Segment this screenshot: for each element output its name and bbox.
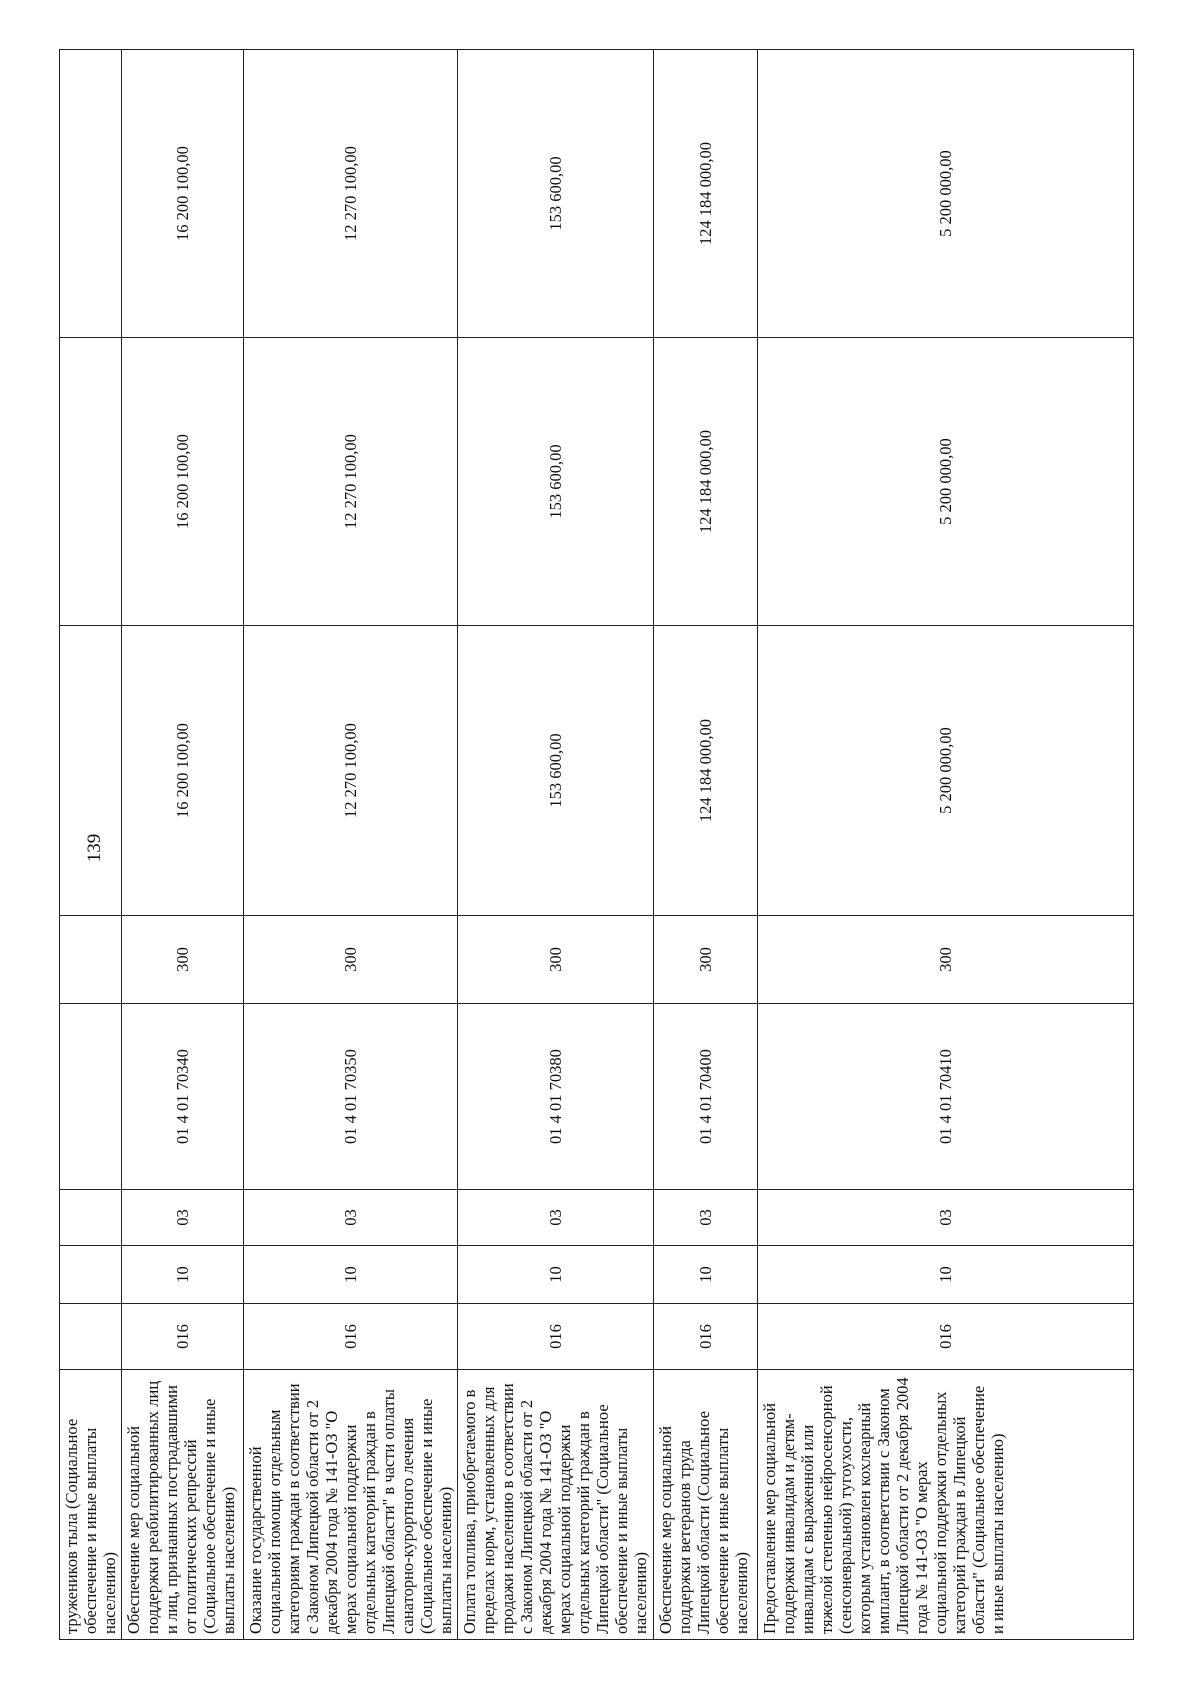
cell-expense-type: 300 <box>244 916 458 1004</box>
cell-section <box>60 1246 122 1304</box>
cell-sum-2: 153 600,00 <box>458 338 654 626</box>
cell-expense-type <box>60 916 122 1004</box>
cell-sum-2 <box>60 338 122 626</box>
cell-target-article: 01 4 01 70410 <box>758 1004 1134 1190</box>
row-name: Обеспечение мер социальной поддержки реабилитированных лиц и лиц, признанных пострадавшими от политических репрессий (Социальное обеспечение и иные выплаты населению) <box>122 1370 244 1640</box>
row-name: тружеников тыла (Социальное обеспечение и иные выплаты населению) <box>60 1370 122 1640</box>
table-row <box>244 50 458 1640</box>
cell-sum-2: 16 200 100,00 <box>122 338 244 626</box>
cell-ministry: 016 <box>244 1304 458 1370</box>
cell-sum-1 <box>60 626 122 916</box>
cell-section: 10 <box>244 1246 458 1304</box>
cell-sum-3: 153 600,00 <box>458 50 654 338</box>
cell-ministry <box>60 1304 122 1370</box>
cell-expense-type: 300 <box>654 916 758 1004</box>
cell-target-article: 01 4 01 70350 <box>244 1004 458 1190</box>
table-row <box>758 50 1134 1640</box>
table-row <box>122 50 244 1640</box>
cell-ministry: 016 <box>758 1304 1134 1370</box>
cell-sum-3: 124 184 000,00 <box>654 50 758 338</box>
cell-subsection: 03 <box>122 1190 244 1246</box>
cell-subsection <box>60 1190 122 1246</box>
cell-target-article: 01 4 01 70400 <box>654 1004 758 1190</box>
cell-expense-type: 300 <box>122 916 244 1004</box>
cell-subsection: 03 <box>458 1190 654 1246</box>
cell-ministry: 016 <box>122 1304 244 1370</box>
row-name: Оплата топлива, приобретаемого в пределах норм, установленных для продажи населению в соответствии с Законом Липецкой области от 2 декабря 2004 года № 141-ОЗ "О мерах социальной поддержки отдельных категорий граждан в Липецкой области" (Социальное обеспечение и иные выплаты населению) <box>458 1370 654 1640</box>
cell-sum-3: 12 270 100,00 <box>244 50 458 338</box>
cell-sum-2: 12 270 100,00 <box>244 338 458 626</box>
cell-section: 10 <box>458 1246 654 1304</box>
cell-subsection: 03 <box>654 1190 758 1246</box>
cell-sum-1: 153 600,00 <box>458 626 654 916</box>
cell-section: 10 <box>758 1246 1134 1304</box>
cell-sum-2: 5 200 000,00 <box>758 338 1134 626</box>
cell-target-article <box>60 1004 122 1190</box>
table-row <box>654 50 758 1640</box>
cell-sum-1: 16 200 100,00 <box>122 626 244 916</box>
cell-target-article: 01 4 01 70380 <box>458 1004 654 1190</box>
cell-subsection: 03 <box>758 1190 1134 1246</box>
cell-subsection: 03 <box>244 1190 458 1246</box>
cell-sum-3 <box>60 50 122 338</box>
cell-ministry: 016 <box>458 1304 654 1370</box>
cell-sum-1: 12 270 100,00 <box>244 626 458 916</box>
table-row <box>458 50 654 1640</box>
cell-expense-type: 300 <box>458 916 654 1004</box>
cell-sum-3: 5 200 000,00 <box>758 50 1134 338</box>
budget-table <box>59 49 1134 1640</box>
cell-target-article: 01 4 01 70340 <box>122 1004 244 1190</box>
table-row <box>60 50 122 1640</box>
row-name: Предоставление мер социальной поддержки инвалидам и детям-инвалидам с выраженной или тяжелой степенью нейросенсорной (сенсоневральной) тугоухости, которым установлен кохлеарный имплант, в соответствии с Законом Липецкой области от 2 декабря 2004 года № 141-ОЗ "О мерах социальной поддержки отдельных категорий граждан в Липецкой области" (Социальное обеспечение и иные выплаты населению) <box>758 1370 1134 1640</box>
row-name: Оказание государственной социальной помощи отдельным категориям граждан в соответствии с Законом Липецкой области от 2 декабря 2004 года № 141-ОЗ "О мерах социальной поддержки отдельных категорий граждан в Липецкой области" в части оплаты санаторно-курортного лечения (Социальное обеспечение и иные выплаты населению) <box>244 1370 458 1640</box>
cell-ministry: 016 <box>654 1304 758 1370</box>
cell-sum-1: 124 184 000,00 <box>654 626 758 916</box>
cell-sum-1: 5 200 000,00 <box>758 626 1134 916</box>
cell-section: 10 <box>122 1246 244 1304</box>
page-number: 139 <box>84 833 105 863</box>
cell-expense-type: 300 <box>758 916 1134 1004</box>
row-name: Обеспечение мер социальной поддержки ветеранов труда Липецкой области (Социальное обеспечение и иные выплаты населению) <box>654 1370 758 1640</box>
cell-section: 10 <box>654 1246 758 1304</box>
cell-sum-3: 16 200 100,00 <box>122 50 244 338</box>
cell-sum-2: 124 184 000,00 <box>654 338 758 626</box>
